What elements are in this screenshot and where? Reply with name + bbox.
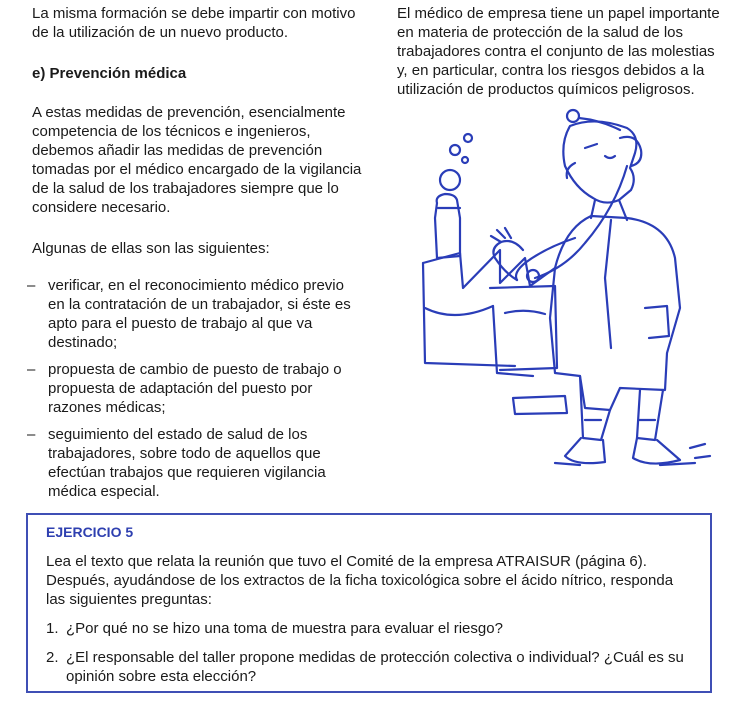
question-number: 1. xyxy=(46,620,59,637)
question-number: 2. xyxy=(46,649,59,666)
exercise-text: Lea el texto que relata la reunión que tuvo el Comité de la empresa ATRAISUR (página 6). Después, ayudándose de los extractos de la ficha toxicológica sobre el ácido nítrico, responda las siguientes preguntas: xyxy=(46,553,674,608)
chimney-icon xyxy=(435,194,460,258)
list-item xyxy=(46,648,694,686)
list-item xyxy=(27,425,362,501)
list-item-text: propuesta de cambio de puesto de trabajo o propuesta de adaptación del puesto por razones médicas; xyxy=(48,361,342,416)
bubbles-icon xyxy=(440,134,472,190)
section-heading: e) Prevención médica xyxy=(32,65,187,82)
company-doctor-paragraph: El médico de empresa tiene un papel importante en materia de protección de la salud de los trabajadores contra el conjunto de las molestias y, en particular, contra los riesgos debidos a la utilización de productos químicos peligrosos. xyxy=(397,5,720,98)
right-column xyxy=(397,4,727,99)
exercise-title: EJERCICIO 5 xyxy=(46,524,134,540)
list-item-text: verificar, en el reconocimiento médico previo en la contratación de un trabajador, si éste es apto para el puesto de trabajo al que va destinado; xyxy=(48,277,351,351)
exercise-box xyxy=(26,513,712,693)
list-item-text: seguimiento del estado de salud de los trabajadores, sobre todo de aquellos que efectúan trabajos que requieren vigilancia médica especial. xyxy=(48,426,326,500)
list-item xyxy=(46,619,694,638)
list-item xyxy=(27,276,362,352)
list-item xyxy=(27,360,362,417)
medical-prevention-paragraph: A estas medidas de prevención, esencialmente competencia de los técnicos e ingenieros, debemos añadir las medidas de prevención tomadas por el médico encargado de la vigilancia de la salud de los trabajadores siempre que lo considere necesario. xyxy=(32,104,362,216)
list-intro: Algunas de ellas son las siguientes: xyxy=(32,240,270,257)
dash-bullet: – xyxy=(27,361,36,378)
doctor-illustration xyxy=(405,108,725,503)
question-text: ¿El responsable del taller propone medidas de protección colectiva o individual? ¿Cuál es su opinión sobre esta elección? xyxy=(66,649,684,685)
dash-bullet: – xyxy=(27,277,36,294)
doctor-coat xyxy=(550,216,680,410)
measures-list xyxy=(27,276,362,501)
intro-paragraph: La misma formación se debe impartir con motivo de la utilización de un nuevo producto. xyxy=(32,5,356,41)
doctor-head xyxy=(563,121,636,202)
left-column xyxy=(27,4,362,509)
question-text: ¿Por qué no se hizo una toma de muestra para evaluar el riesgo? xyxy=(66,620,503,637)
questions-list xyxy=(46,619,694,686)
dash-bullet: – xyxy=(27,426,36,443)
